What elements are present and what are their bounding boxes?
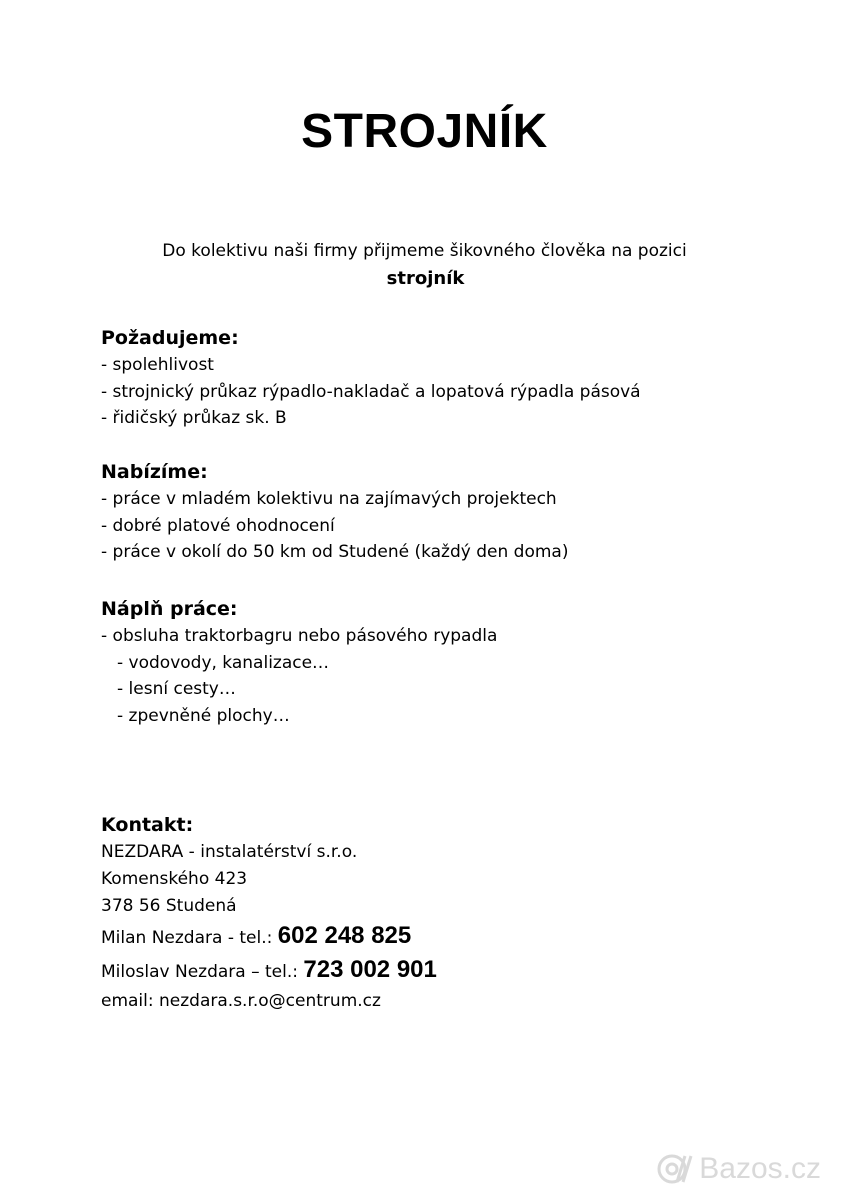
offer-section (101, 458, 801, 566)
contact-person-2 (101, 954, 801, 988)
offer-heading: Nabízíme: (101, 461, 208, 483)
intro (0, 238, 849, 292)
list-item: - dobré platové ohodnocení (101, 515, 335, 536)
job-list (101, 623, 801, 729)
contact-section (101, 811, 801, 1015)
person1-phone: 602 248 825 (277, 922, 412, 949)
requirements-heading: Požadujeme: (101, 327, 239, 349)
list-item: - obsluha traktorbagru nebo pásového rypadla (101, 626, 498, 646)
street-address: Komenského 423 (101, 869, 248, 889)
position-name: strojník (386, 268, 465, 289)
contact-heading: Kontakt: (101, 814, 194, 836)
list-item: - řidičský průkaz sk. B (101, 408, 287, 428)
job-heading: Náplň práce: (101, 598, 238, 620)
offer-list (101, 486, 801, 566)
person1-label: Milan Nezdara - tel.: (101, 928, 273, 948)
at-sign-logo-icon (655, 1152, 695, 1186)
list-item: - strojnický průkaz rýpadlo-nakladač a lopatová rýpadla pásová (101, 381, 641, 402)
person2-phone: 723 002 901 (303, 956, 437, 983)
job-section (101, 595, 801, 729)
requirements-list (101, 352, 801, 432)
email-address: email: nezdara.s.r.o@centrum.cz (101, 991, 381, 1011)
watermark (655, 1152, 821, 1186)
watermark-text: Bazos.cz (699, 1152, 821, 1185)
page-title: STROJNÍK (301, 105, 548, 158)
list-item: - spolehlivost (101, 355, 214, 375)
list-item: - vodovody, kanalizace… (117, 652, 330, 673)
list-item: - práce v mladém kolektivu na zajímavých projektech (101, 489, 557, 509)
list-item: - lesní cesty… (117, 679, 236, 699)
list-item: - práce v okolí do 50 km od Studené (každý den doma) (101, 542, 569, 562)
contact-person-1 (101, 920, 801, 954)
person2-label: Miloslav Nezdara – tel.: (101, 962, 298, 982)
city-address: 378 56 Studená (101, 896, 237, 916)
list-item: - zpevněné plochy… (117, 705, 290, 726)
requirements-section (101, 324, 801, 432)
company-name: NEZDARA - instalatérství s.r.o. (101, 842, 358, 862)
intro-text: Do kolektivu naši firmy přijmeme šikovného člověka na pozici (162, 241, 687, 261)
